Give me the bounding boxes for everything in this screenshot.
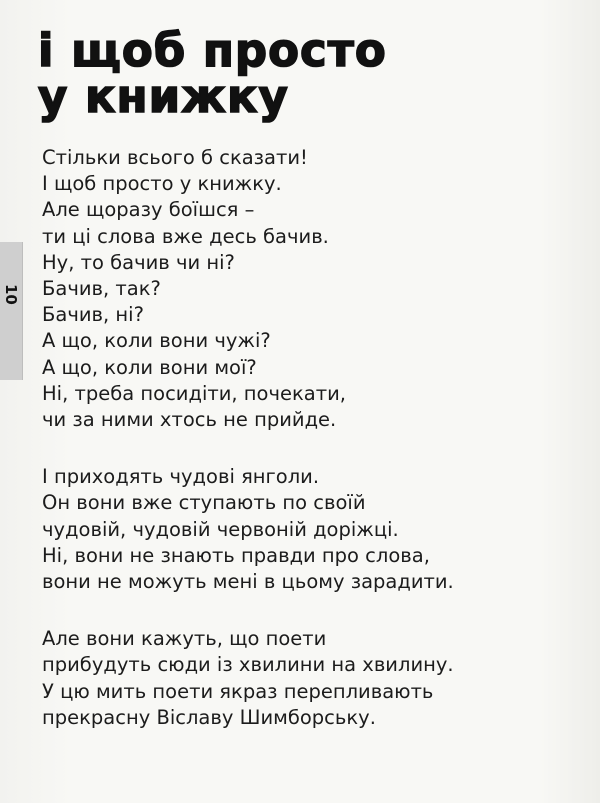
- verse-line: І приходять чудові янголи.: [42, 465, 320, 489]
- verse-line: Але вони кажуть, що поети: [42, 627, 327, 651]
- verse-line: І щоб просто у книжку.: [42, 172, 282, 196]
- verse-line: Але щоразу боїшся –: [42, 198, 255, 222]
- stanza-1: [42, 145, 582, 433]
- verse-line: чи за ними хтось не прийде.: [42, 408, 337, 432]
- verse-line: Ні, вони не знають правди про слова,: [42, 543, 430, 567]
- title-line-1: і щоб просто: [38, 24, 387, 77]
- page-number-tab: [0, 242, 23, 380]
- title-line-2: у книжку: [38, 70, 289, 123]
- page-number: 10: [2, 284, 20, 305]
- verse-line: У цю мить поети якраз перепливають: [42, 679, 434, 703]
- poem-title: [38, 24, 387, 123]
- verse-line: Бачив, ні?: [42, 303, 144, 327]
- verse-line: вони не можуть мені в цьому зарадити.: [42, 570, 454, 594]
- verse-line: А що, коли вони мої?: [42, 355, 257, 379]
- verse-line: Он вони вже ступають по своїй: [42, 491, 366, 515]
- verse-line: прекрасну Віславу Шимборську.: [42, 705, 376, 729]
- verse-line: Бачив, так?: [42, 277, 161, 301]
- verse-line: А що, коли вони чужі?: [42, 329, 271, 353]
- verse-line: прибудуть сюди із хвилини на хвилину.: [42, 653, 454, 677]
- stanza-3: [42, 626, 582, 731]
- stanza-2: [42, 464, 582, 595]
- verse-line: чудовій, чудовій червоній доріжці.: [42, 517, 399, 541]
- verse-line: Ну, то бачив чи ні?: [42, 250, 235, 274]
- verse-line: ти ці слова вже десь бачив.: [42, 224, 329, 248]
- verse-line: Стільки всього б сказати!: [42, 146, 308, 169]
- verse-line: Ні, треба посидіти, почекати,: [42, 381, 346, 405]
- poem-body: [42, 145, 582, 762]
